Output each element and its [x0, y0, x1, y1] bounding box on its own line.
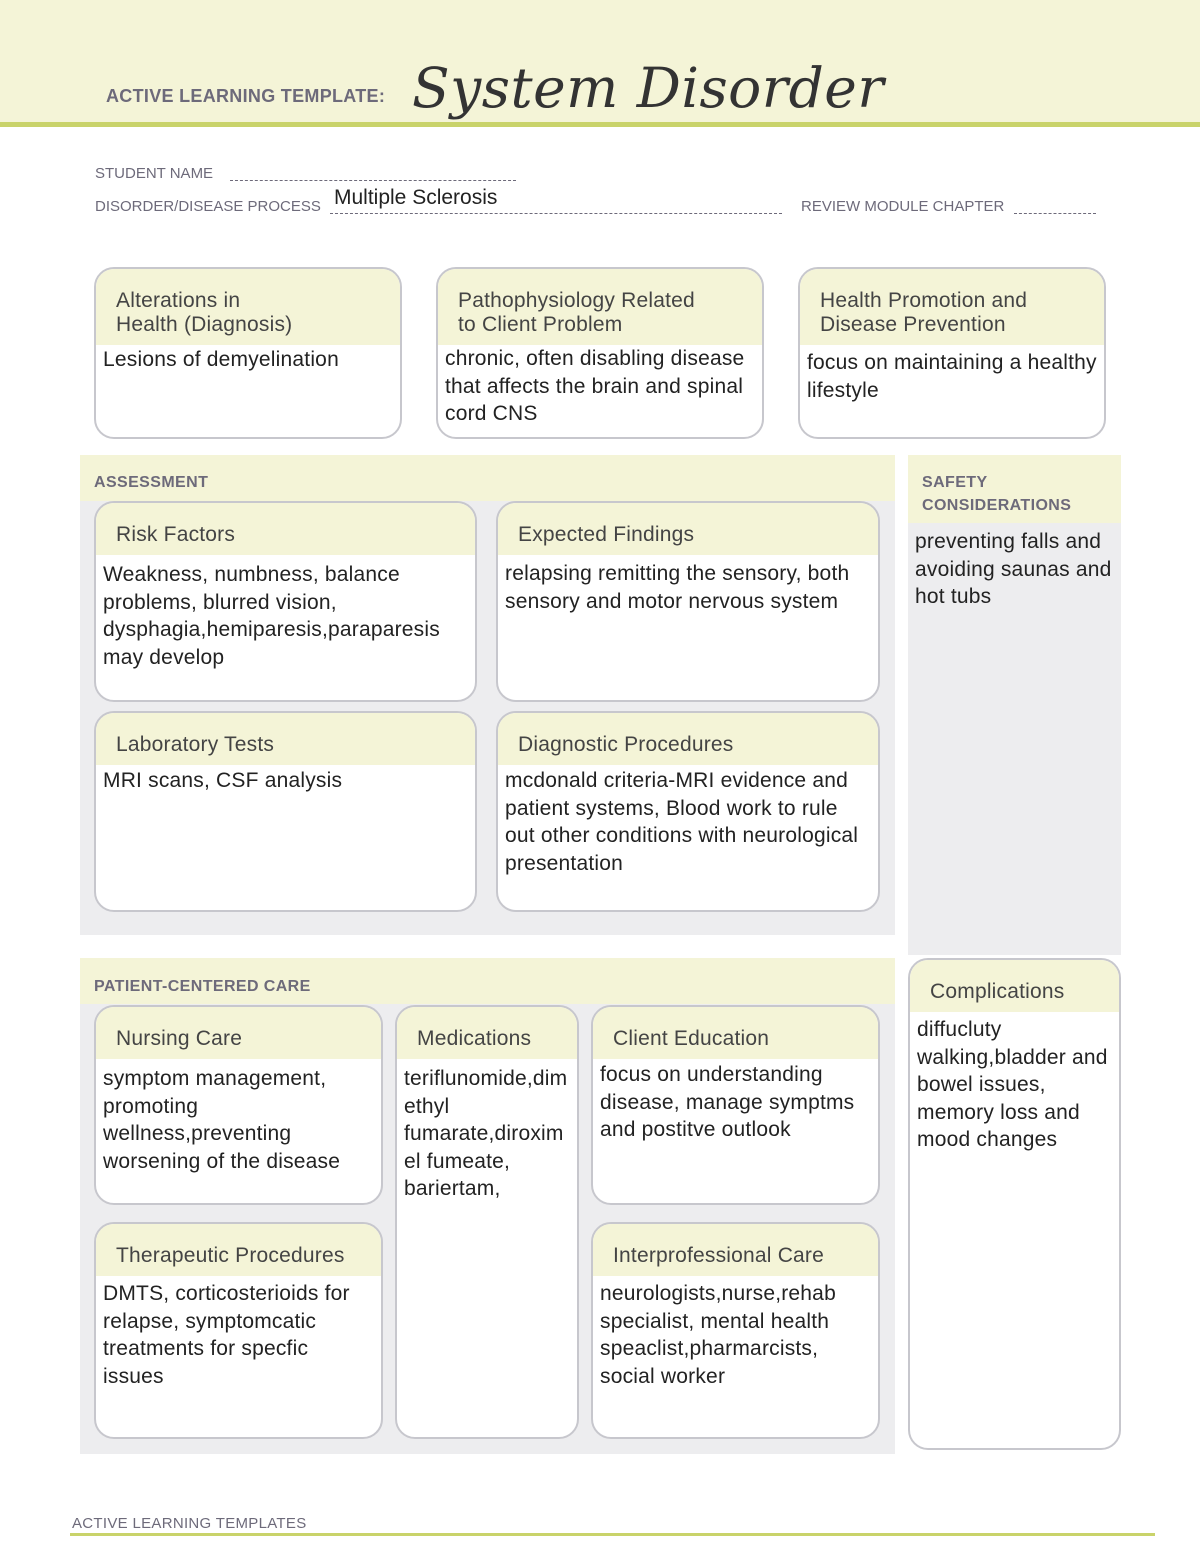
nursing-care-box	[94, 1005, 383, 1205]
medications-text[interactable]: teriflunomide,dimethyl fumarate,diroximel fumeate, bariertam,	[404, 1067, 568, 1200]
footer-rule	[70, 1533, 1155, 1536]
diagnostic-procedures-title: Diagnostic Procedures	[498, 713, 878, 765]
risk-factors-box	[94, 501, 477, 702]
patient-care-heading: PATIENT-CENTERED CARE	[94, 978, 311, 995]
expected-findings-box	[496, 501, 880, 702]
safety-heading: SAFETY CONSIDERATIONS	[922, 474, 1072, 514]
laboratory-tests-box	[94, 711, 477, 912]
nursing-care-text[interactable]: symptom management, promoting wellness,preventing worsening of the disease	[103, 1067, 341, 1173]
pathophysiology-box	[436, 267, 764, 439]
interprofessional-care-text[interactable]: neurologists,nurse,rehab specialist, mental health speaclist,pharmarcists, social worker	[600, 1282, 842, 1388]
expected-findings-title: Expected Findings	[498, 503, 878, 555]
pathophysiology-title: Pathophysiology Related to Client Problem	[438, 269, 762, 345]
client-education-text[interactable]: focus on understanding disease, manage symptms and postitve outlook	[600, 1063, 861, 1141]
medications-title: Medications	[397, 1007, 577, 1059]
footer-label: ACTIVE LEARNING TEMPLATES	[72, 1515, 307, 1532]
page-title: System Disorder	[412, 56, 885, 120]
alterations-text[interactable]: Lesions of demyelination	[103, 348, 339, 371]
complications-box	[908, 958, 1121, 1450]
interprofessional-care-box	[591, 1222, 880, 1439]
student-name-label: STUDENT NAME	[95, 165, 214, 182]
review-module-field[interactable]	[1014, 213, 1096, 214]
alterations-box	[94, 267, 402, 439]
template-label: ACTIVE LEARNING TEMPLATE:	[106, 86, 386, 106]
disorder-value: Multiple Sclerosis	[334, 186, 498, 209]
therapeutic-procedures-box	[94, 1222, 383, 1439]
nursing-care-title: Nursing Care	[96, 1007, 381, 1059]
disorder-field[interactable]	[330, 213, 782, 214]
medications-box	[395, 1005, 579, 1439]
risk-factors-title: Risk Factors	[96, 503, 475, 555]
therapeutic-procedures-text[interactable]: DMTS, corticosterioids for relapse, symptomcatic treatments for specfic issues	[103, 1282, 356, 1388]
client-education-box	[591, 1005, 880, 1205]
health-promotion-text[interactable]: focus on maintaining a healthy lifestyle	[807, 351, 1103, 402]
disorder-label: DISORDER/DISEASE PROCESS	[95, 198, 321, 215]
health-promotion-title: Health Promotion and Disease Prevention	[800, 269, 1104, 345]
review-module-label: REVIEW MODULE CHAPTER	[801, 198, 1005, 215]
risk-factors-text[interactable]: Weakness, numbness, balance problems, blurred vision, dysphagia,hemiparesis,paraparesis may develop	[103, 563, 446, 669]
safety-text[interactable]: preventing falls and avoiding saunas and hot tubs	[915, 530, 1118, 608]
diagnostic-procedures-box	[496, 711, 880, 912]
interprofessional-care-title: Interprofessional Care	[593, 1224, 878, 1276]
assessment-heading: ASSESSMENT	[94, 474, 209, 491]
alterations-title: Alterations in Health (Diagnosis)	[96, 269, 400, 345]
client-education-title: Client Education	[593, 1007, 878, 1059]
diagnostic-procedures-text[interactable]: mcdonald criteria-MRI evidence and patient systems, Blood work to rule out other conditions with neurological presentation	[505, 769, 865, 875]
laboratory-tests-text[interactable]: MRI scans, CSF analysis	[103, 769, 343, 792]
complications-title: Complications	[910, 960, 1119, 1012]
complications-text[interactable]: diffucluty walking,bladder and bowel issues, memory loss and mood changes	[917, 1018, 1114, 1151]
header-rule	[0, 122, 1200, 127]
expected-findings-text[interactable]: relapsing remitting the sensory, both sensory and motor nervous system	[505, 562, 856, 613]
therapeutic-procedures-title: Therapeutic Procedures	[96, 1224, 381, 1276]
health-promotion-box	[798, 267, 1106, 439]
laboratory-tests-title: Laboratory Tests	[96, 713, 475, 765]
student-name-field[interactable]	[230, 180, 516, 181]
pathophysiology-text[interactable]: chronic, often disabling disease that affects the brain and spinal cord CNS	[445, 347, 751, 425]
